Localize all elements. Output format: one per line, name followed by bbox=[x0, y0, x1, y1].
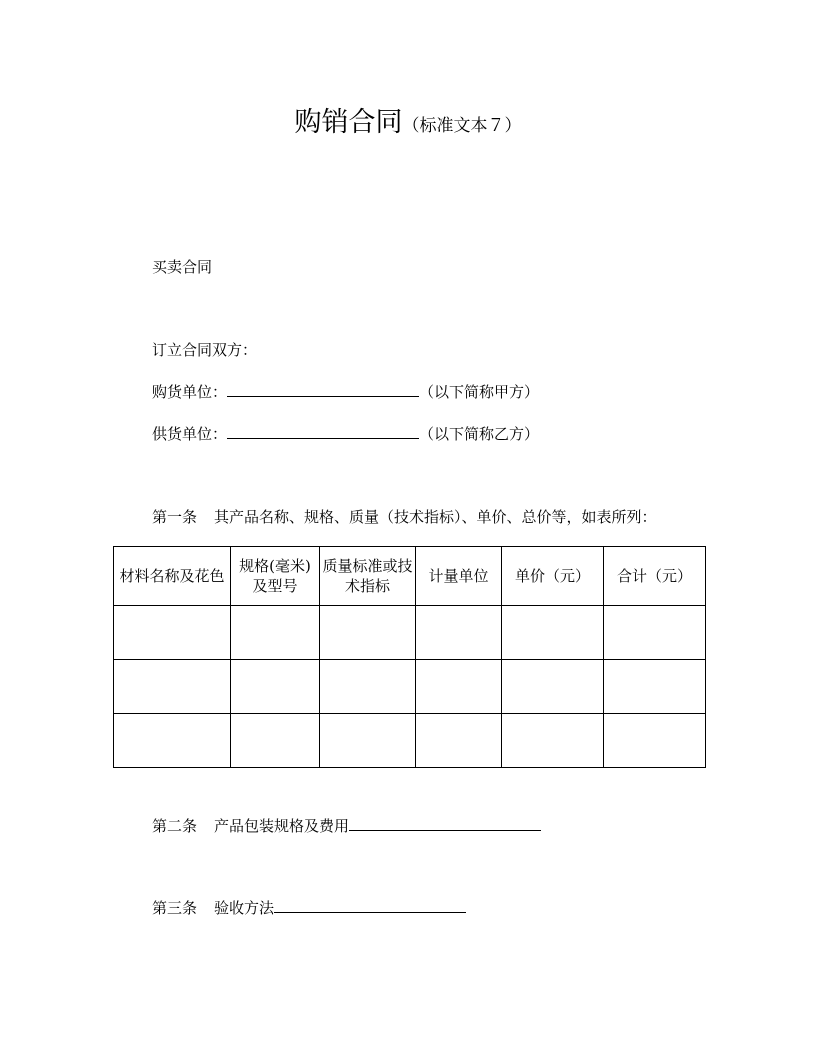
table-cell[interactable] bbox=[416, 606, 502, 660]
article-2-num: 第二条 bbox=[152, 817, 198, 835]
table-cell[interactable] bbox=[502, 606, 604, 660]
table-cell[interactable] bbox=[231, 606, 320, 660]
table-header-row bbox=[114, 547, 706, 606]
buyer-blank[interactable] bbox=[227, 382, 419, 397]
seller-label: 供货单位： bbox=[152, 425, 228, 443]
buyer-line bbox=[152, 381, 539, 402]
table-cell[interactable] bbox=[604, 714, 706, 768]
title-sub: （标准文本７） bbox=[402, 116, 522, 136]
doc-type: 买卖合同 bbox=[152, 258, 213, 276]
table-cell[interactable] bbox=[320, 714, 416, 768]
article-1-text: 其产品名称、规格、质量（技术指标）、单价、总价等，如表所列： bbox=[214, 508, 657, 526]
table-cell[interactable] bbox=[604, 660, 706, 714]
table-row bbox=[114, 606, 706, 660]
table-header-cell: 规格(毫米)及型号 bbox=[231, 547, 320, 606]
article-1 bbox=[152, 506, 657, 527]
document-title bbox=[0, 100, 816, 139]
seller-note: （以下简称乙方） bbox=[419, 425, 540, 443]
seller-blank[interactable] bbox=[227, 424, 419, 439]
parties-intro: 订立合同双方： bbox=[152, 341, 258, 359]
table-cell[interactable] bbox=[231, 660, 320, 714]
article-2 bbox=[152, 815, 541, 836]
table-header-cell: 计量单位 bbox=[416, 547, 502, 606]
table-cell[interactable] bbox=[114, 714, 231, 768]
buyer-label: 购货单位： bbox=[152, 383, 228, 401]
title-main: 购销合同 bbox=[294, 107, 403, 138]
table-header-cell: 质量标准或技术指标 bbox=[320, 547, 416, 606]
table-cell[interactable] bbox=[320, 606, 416, 660]
buyer-note: （以下简称甲方） bbox=[419, 383, 540, 401]
seller-line bbox=[152, 423, 539, 444]
table-cell[interactable] bbox=[114, 606, 231, 660]
article-3 bbox=[152, 897, 466, 918]
article-2-text: 产品包装规格及费用 bbox=[214, 817, 350, 835]
table-cell[interactable] bbox=[502, 660, 604, 714]
article-1-num: 第一条 bbox=[152, 508, 198, 526]
table-cell[interactable] bbox=[231, 714, 320, 768]
table-header-cell: 材料名称及花色 bbox=[114, 547, 231, 606]
table-cell[interactable] bbox=[416, 714, 502, 768]
table-header-cell: 合计（元） bbox=[604, 547, 706, 606]
table-cell[interactable] bbox=[416, 660, 502, 714]
article-3-num: 第三条 bbox=[152, 899, 198, 917]
table-header-cell: 单价（元） bbox=[502, 547, 604, 606]
table-cell[interactable] bbox=[320, 660, 416, 714]
table-row bbox=[114, 660, 706, 714]
article-3-text: 验收方法 bbox=[214, 899, 275, 917]
article-3-blank[interactable] bbox=[274, 898, 466, 913]
table-cell[interactable] bbox=[114, 660, 231, 714]
article-2-blank[interactable] bbox=[349, 816, 541, 831]
table-cell[interactable] bbox=[604, 606, 706, 660]
table-cell[interactable] bbox=[502, 714, 604, 768]
table-row bbox=[114, 714, 706, 768]
product-table bbox=[113, 546, 706, 768]
